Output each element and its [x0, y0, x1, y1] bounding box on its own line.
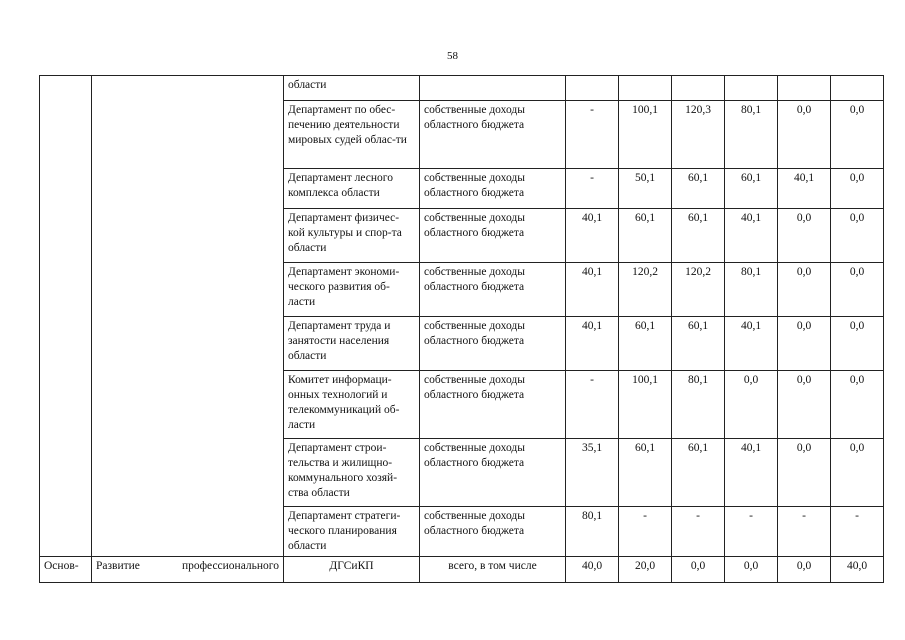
value-cell: 40,1: [725, 439, 778, 507]
value-cell: -: [566, 101, 619, 169]
value-cell: 0,0: [831, 371, 884, 439]
value-cell: 60,1: [672, 439, 725, 507]
value-cell: 0,0: [778, 371, 831, 439]
executor-cell: ДГСиКП: [284, 557, 420, 583]
funding-source-cell: собственные доходы областного бюджета: [420, 317, 566, 371]
budget-table: [39, 75, 884, 583]
value-cell: 120,3: [672, 101, 725, 169]
value-cell: 40,1: [566, 209, 619, 263]
value-cell: 20,0: [619, 557, 672, 583]
value-cell: 40,1: [725, 317, 778, 371]
table-row: [40, 557, 884, 583]
program-name-cell: [92, 557, 284, 583]
value-cell: 0,0: [831, 263, 884, 317]
executor-cell: Департамент труда и занятости населения области: [284, 317, 420, 371]
value-cell: 60,1: [619, 317, 672, 371]
value-cell: 60,1: [672, 317, 725, 371]
value-cell: 0,0: [725, 371, 778, 439]
value-cell: 0,0: [778, 439, 831, 507]
program-name-word: Развитие: [96, 560, 140, 572]
value-cell: 35,1: [566, 439, 619, 507]
value-cell: 120,2: [619, 263, 672, 317]
value-cell: 0,0: [831, 439, 884, 507]
funding-source-cell: собственные доходы областного бюджета: [420, 101, 566, 169]
value-cell: 40,0: [831, 557, 884, 583]
program-number-cell: Основ-: [40, 557, 92, 583]
value-cell: 60,1: [619, 209, 672, 263]
value-cell: 40,1: [566, 263, 619, 317]
value-cell: 0,0: [778, 557, 831, 583]
value-cell: 40,1: [725, 209, 778, 263]
funding-source-cell: собственные доходы областного бюджета: [420, 371, 566, 439]
value-cell: -: [778, 507, 831, 557]
value-cell: [725, 76, 778, 101]
table-row: [40, 76, 884, 101]
value-cell: [619, 76, 672, 101]
funding-source-cell: собственные доходы областного бюджета: [420, 507, 566, 557]
value-cell: -: [566, 169, 619, 209]
funding-source-cell: [420, 76, 566, 101]
funding-source-cell: собственные доходы областного бюджета: [420, 439, 566, 507]
value-cell: 80,1: [725, 101, 778, 169]
funding-source-cell: собственные доходы областного бюджета: [420, 263, 566, 317]
funding-source-cell: собственные доходы областного бюджета: [420, 169, 566, 209]
executor-cell: Департамент строи-тельства и жилищно-коммунального хозяй-ства области: [284, 439, 420, 507]
funding-source-cell: всего, в том числе: [420, 557, 566, 583]
value-cell: 60,1: [672, 209, 725, 263]
value-cell: 0,0: [831, 209, 884, 263]
value-cell: 80,1: [672, 371, 725, 439]
value-cell: 0,0: [831, 317, 884, 371]
executor-cell: области: [284, 76, 420, 101]
value-cell: [672, 76, 725, 101]
executor-cell: Комитет информаци-онных технологий и телекоммуникаций об-ласти: [284, 371, 420, 439]
value-cell: 80,1: [725, 263, 778, 317]
value-cell: 40,1: [566, 317, 619, 371]
value-cell: 40,1: [778, 169, 831, 209]
executor-cell: Департамент лесного комплекса области: [284, 169, 420, 209]
value-cell: 0,0: [725, 557, 778, 583]
value-cell: 40,0: [566, 557, 619, 583]
value-cell: 0,0: [672, 557, 725, 583]
value-cell: 60,1: [619, 439, 672, 507]
value-cell: [831, 76, 884, 101]
value-cell: 100,1: [619, 101, 672, 169]
value-cell: 50,1: [619, 169, 672, 209]
program-name-cell: [92, 76, 284, 557]
value-cell: -: [725, 507, 778, 557]
funding-source-cell: собственные доходы областного бюджета: [420, 209, 566, 263]
value-cell: -: [619, 507, 672, 557]
value-cell: 100,1: [619, 371, 672, 439]
executor-cell: Департамент стратеги-ческого планирования области: [284, 507, 420, 557]
value-cell: 0,0: [831, 101, 884, 169]
value-cell: -: [831, 507, 884, 557]
executor-cell: Департамент физичес-кой культуры и спор-та области: [284, 209, 420, 263]
value-cell: 0,0: [778, 263, 831, 317]
value-cell: 0,0: [778, 101, 831, 169]
value-cell: 120,2: [672, 263, 725, 317]
value-cell: 80,1: [566, 507, 619, 557]
value-cell: 60,1: [672, 169, 725, 209]
value-cell: [778, 76, 831, 101]
executor-cell: Департамент по обес-печению деятельности мировых судей облас-ти: [284, 101, 420, 169]
value-cell: 60,1: [725, 169, 778, 209]
value-cell: -: [672, 507, 725, 557]
value-cell: [566, 76, 619, 101]
value-cell: 0,0: [778, 317, 831, 371]
page-number: 58: [447, 50, 458, 62]
value-cell: 0,0: [778, 209, 831, 263]
executor-cell: Департамент экономи-ческого развития об-ласти: [284, 263, 420, 317]
value-cell: 0,0: [831, 169, 884, 209]
value-cell: -: [566, 371, 619, 439]
program-number-cell: [40, 76, 92, 557]
program-name-word: профессионального: [181, 560, 279, 572]
